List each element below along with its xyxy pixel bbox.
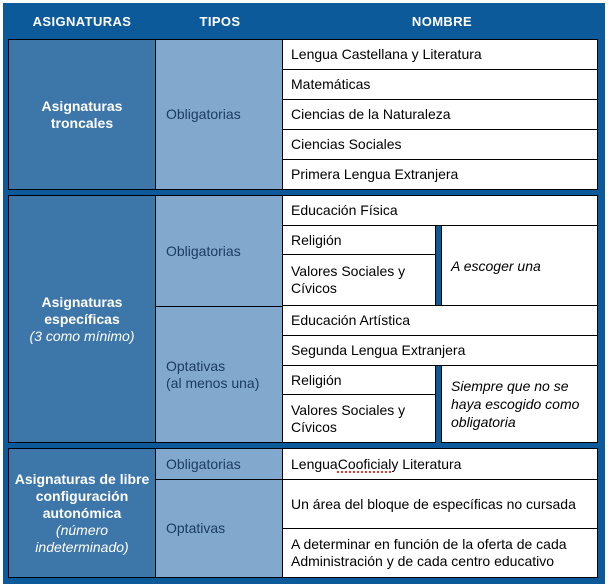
tipos-column (155, 39, 283, 190)
subject-row: Matemáticas (282, 69, 598, 100)
subject-row: Religión (282, 365, 436, 395)
category-note: (número indeterminado) (35, 521, 129, 555)
nombre-column (282, 448, 598, 578)
tipo-cell-obligatorias (155, 448, 283, 480)
category-cell-especificas (8, 195, 156, 443)
tipo-label: Optativas (166, 520, 226, 536)
section-troncales (8, 39, 600, 190)
header-nombre: NOMBRE (411, 13, 473, 29)
tipo-label: Obligatorias (166, 455, 241, 472)
subject-row: Valores Sociales y Cívicos (282, 394, 436, 443)
tipo-label: Optativas (166, 357, 226, 374)
subject-row: Un área del bloque de específicas no cursada (282, 479, 598, 529)
tipo-cell-obligatorias (155, 195, 283, 307)
nombre-column (282, 195, 598, 443)
subject-row: Ciencias Sociales (282, 129, 598, 160)
table-frame (3, 3, 605, 584)
tipo-cell-obligatorias (155, 39, 283, 190)
choice-note: A escoger una (441, 225, 598, 306)
choice-group-optativas (282, 365, 598, 443)
category-title: Asignaturas troncales (41, 97, 123, 131)
subject-row: Primera Lengua Extranjera (282, 159, 598, 190)
category-cell-troncales (8, 39, 156, 190)
tipo-note: (al menos una) (166, 374, 260, 391)
table-header-row (8, 3, 600, 39)
category-title: Asignaturas de libre configuración autonómica (14, 470, 150, 521)
subject-row: Educación Artística (282, 305, 598, 336)
subject-text-post: y Literatura (391, 455, 462, 472)
subject-row: Ciencias de la Naturaleza (282, 99, 598, 130)
misspelled-word: Cooficial (337, 455, 392, 472)
choice-subjects (282, 225, 436, 306)
section-libre-configuracion (8, 448, 600, 578)
tipo-cell-optativas (155, 479, 283, 578)
subject-row: A determinar en función de la oferta de cada Administración y de cada centro educativo (282, 528, 598, 578)
subject-row: Valores Sociales y Cívicos (282, 254, 436, 306)
subject-row: Segunda Lengua Extranjera (282, 335, 598, 366)
choice-note: Siempre que no se haya escogido como obligatoria (441, 365, 598, 443)
subject-row: Educación Física (282, 195, 598, 226)
tipo-label: Obligatorias (166, 242, 241, 259)
tipos-column (155, 448, 283, 578)
category-cell-libre-configuracion (8, 448, 156, 578)
subject-row-lengua-cooficial (282, 448, 598, 480)
tipos-column (155, 195, 283, 443)
category-note: (3 como mínimo) (29, 327, 135, 344)
category-title: Asignaturas específicas (41, 293, 123, 327)
header-asignaturas: ASIGNATURAS (32, 13, 132, 29)
tipo-label: Obligatorias (166, 106, 241, 122)
subject-row: Lengua Castellana y Literatura (282, 39, 598, 70)
subject-text-pre: Lengua (291, 455, 338, 472)
nombre-column (282, 39, 598, 190)
section-especificas (8, 195, 600, 443)
choice-group-obligatorias (282, 225, 598, 306)
choice-subjects (282, 365, 436, 443)
tipo-cell-optativas (155, 306, 283, 443)
subject-row: Religión (282, 225, 436, 255)
header-tipos: TIPOS (199, 13, 241, 29)
